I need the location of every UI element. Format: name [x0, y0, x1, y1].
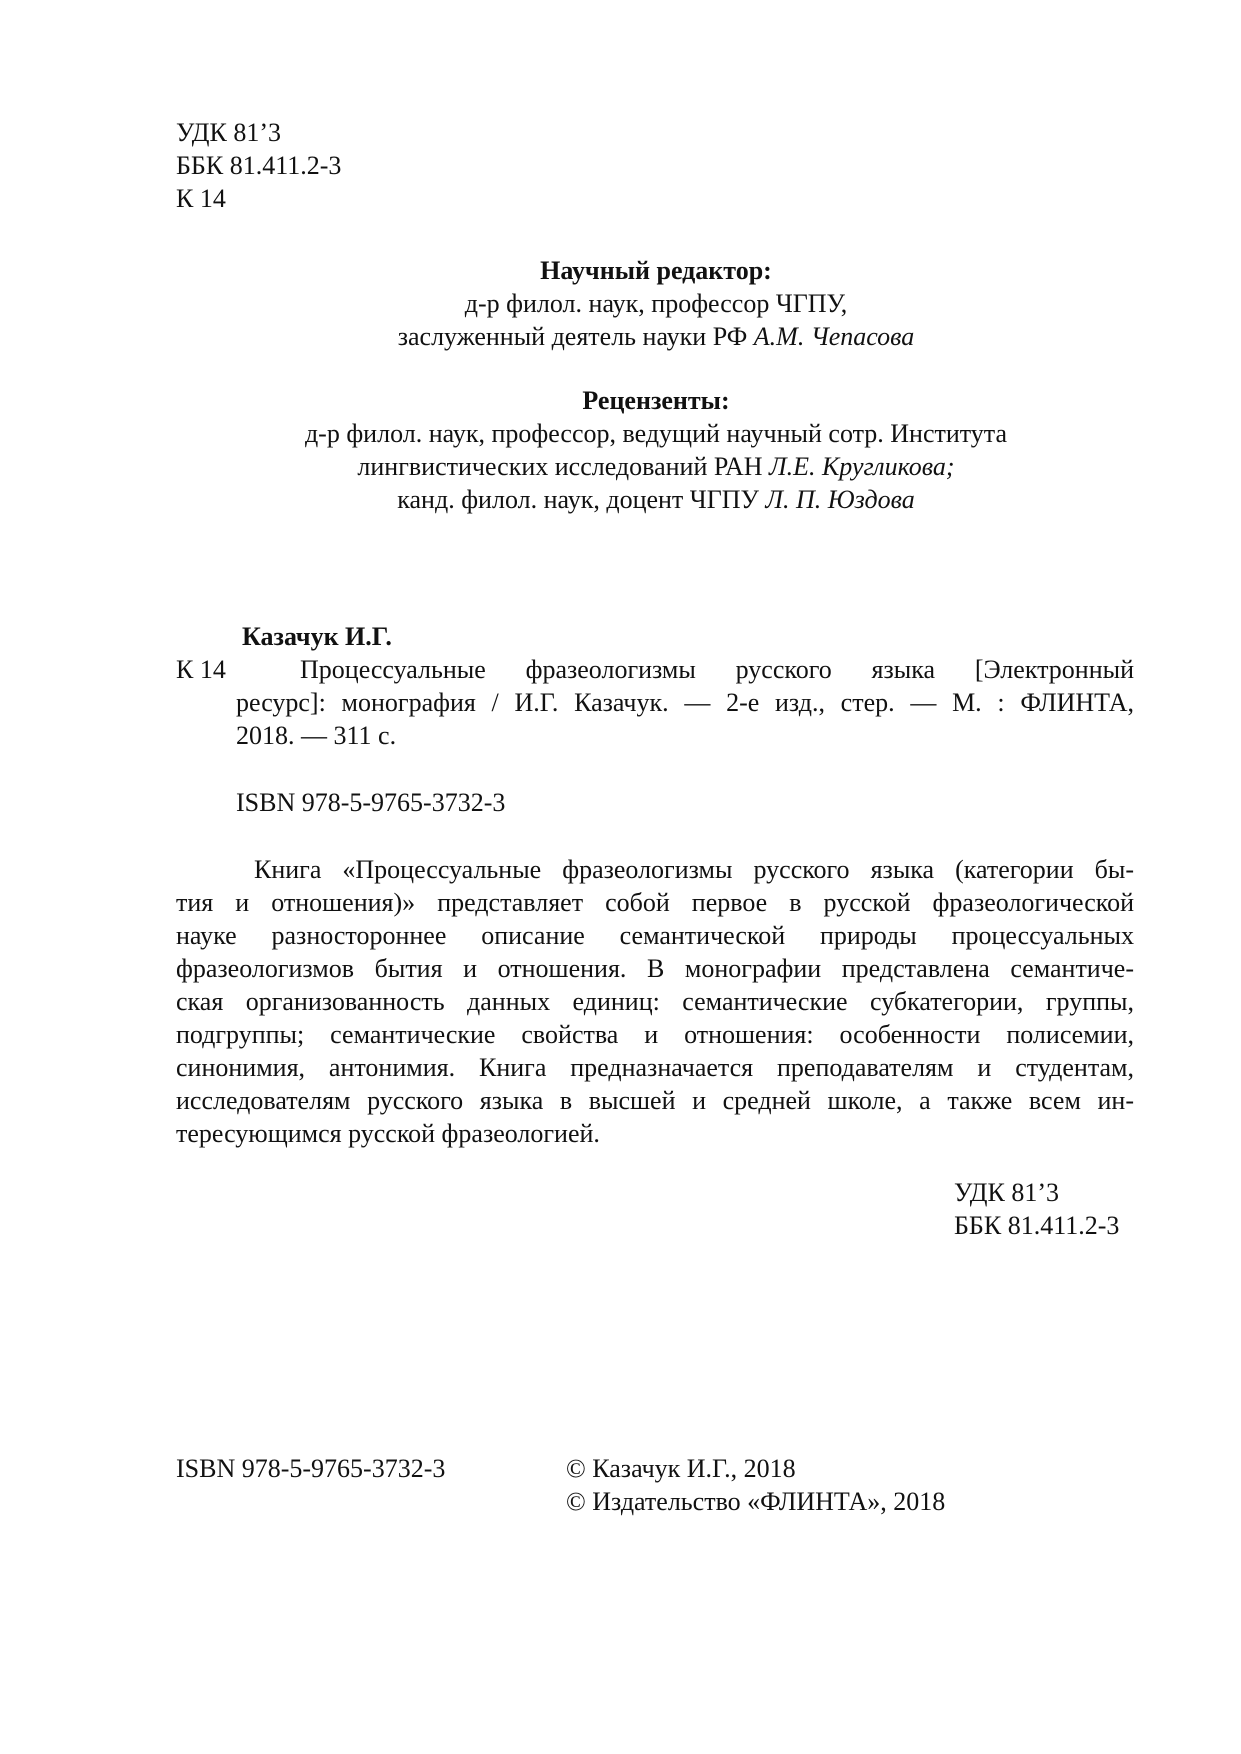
editor-heading: Научный редактор:: [540, 256, 772, 285]
citation-line-2: ресурс]: монография / И.Г. Казачук. — 2-е изд., стер. — М. : ФЛИНТА,: [236, 688, 1134, 717]
udk-code-bottom: УДК 81’3: [954, 1178, 1060, 1207]
annotation-line: фразеологизмов бытия и отношения. В монографии представлена семантиче-: [176, 954, 1134, 983]
classification-codes-top: [176, 116, 341, 215]
annotation-line: науке разностороннее описание семантической природы процессуальных: [176, 921, 1134, 950]
editor-line-1: д-р филол. наук, профессор ЧГПУ,: [464, 289, 848, 318]
editor-name: А.М. Чепасова: [753, 322, 915, 351]
udk-code: УДК 81’3: [176, 118, 282, 147]
catalog-code: К 14: [176, 655, 226, 684]
classification-codes-bottom: [954, 1176, 1119, 1242]
bbk-code: ББК 81.411.2-3: [176, 151, 342, 180]
bbk-code-bottom: ББК 81.411.2-3: [954, 1211, 1120, 1240]
editor-title: заслуженный деятель науки РФ: [397, 322, 754, 351]
annotation-line: синонимия, антонимия. Книга предназначается преподавателям и студентам,: [176, 1053, 1134, 1082]
annotation-line: тересующимся русской фразеологией.: [176, 1119, 600, 1148]
copyright-author: © Казачук И.Г., 2018: [566, 1454, 796, 1483]
reviewer-1-name: Л.Е. Кругликова;: [769, 452, 955, 481]
reviewers-heading: Рецензенты:: [582, 386, 730, 415]
citation-line-3: 2018. — 311 с.: [236, 721, 397, 750]
annotation-line: подгруппы; семантические свойства и отношения: особенности полисемии,: [176, 1020, 1134, 1049]
scientific-editor-block: [176, 254, 1136, 353]
copyright-publisher: © Издательство «ФЛИНТА», 2018: [566, 1487, 946, 1516]
annotation-line: исследователям русского языка в высшей и средней школе, а также всем ин-: [176, 1086, 1134, 1115]
annotation-line: тия и отношения)» представляет собой первое в русской фразеологической: [176, 888, 1134, 917]
reviewer-2-affiliation: канд. филол. наук, доцент ЧГПУ: [397, 485, 766, 514]
annotation-line: Книга «Процессуальные фразеологизмы русского языка (категории бы-: [254, 855, 1134, 884]
reviewers-block: [176, 384, 1136, 516]
reviewer-line-3: [176, 483, 1136, 516]
citation-line-1: Процессуальные фразеологизмы русского языка [Электронный: [300, 655, 1134, 684]
reviewer-line-1: д-р филол. наук, профессор, ведущий научный сотр. Института: [304, 419, 1008, 448]
reviewer-2-name: Л. П. Юздова: [765, 485, 915, 514]
footer-isbn: ISBN 978-5-9765-3732-3: [176, 1454, 446, 1483]
catalog-author: Казачук И.Г.: [242, 622, 392, 651]
author-mark: К 14: [176, 184, 226, 213]
copyright-block: [566, 1452, 945, 1518]
annotation-line: ская организованность данных единиц: семантические субкатегории, группы,: [176, 987, 1134, 1016]
annotation-paragraph: [176, 853, 1134, 1150]
editor-line-2: [176, 320, 1136, 353]
reviewer-1-affiliation: лингвистических исследований РАН: [357, 452, 770, 481]
reviewer-line-2: [176, 450, 1136, 483]
catalog-isbn: ISBN 978-5-9765-3732-3: [236, 788, 506, 817]
